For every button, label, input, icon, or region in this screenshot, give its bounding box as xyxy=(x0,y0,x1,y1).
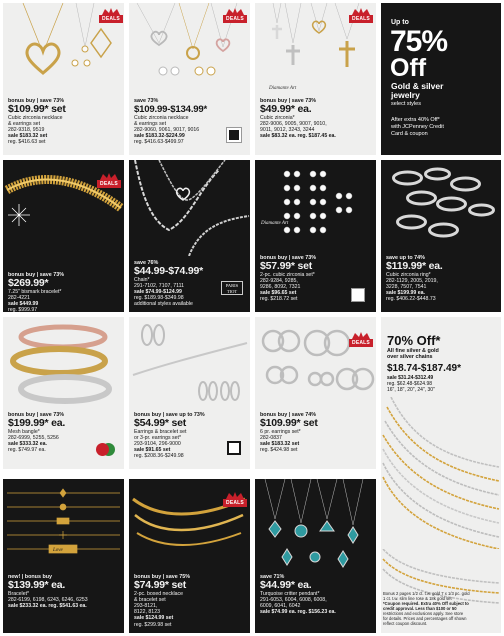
price: $44.99* ea. xyxy=(260,579,312,592)
price: $109.99* set xyxy=(260,417,318,430)
tile-mesh-bangle[interactable] xyxy=(3,317,124,469)
tile-text-line: 282-4221 xyxy=(8,295,30,302)
promo-75-off[interactable] xyxy=(381,3,501,155)
tile-cz-necklace-earrings[interactable] xyxy=(3,3,124,155)
brand-logo: Diamante Art xyxy=(261,221,289,226)
tile-text-line: Bracelet* xyxy=(8,591,30,598)
deals-badge: DEALS xyxy=(349,7,373,24)
product-photo-stud-earrings xyxy=(255,160,376,256)
tile-text-line: reg. $208.36-$249.98 xyxy=(134,453,184,460)
tile-text-line: bonus buy | save 73% xyxy=(260,255,317,261)
tile-text-line: bonus buy | save 73% xyxy=(260,98,317,104)
tile-text-line: save 76% xyxy=(134,260,159,266)
tile-turquoise-pendant[interactable] xyxy=(255,479,376,633)
tile-text-line: sale $449.99 xyxy=(8,301,39,308)
tile-text-line: sale $124.99 set xyxy=(134,615,174,622)
sparkle-icon xyxy=(8,204,30,226)
tile-text xyxy=(8,272,122,312)
price: $54.99* set xyxy=(134,417,187,430)
tile-text-line: 282-9284, 9285, xyxy=(260,278,298,285)
tile-earrings-bracelet-set[interactable] xyxy=(129,317,250,469)
brand-logo: Diamante Art xyxy=(269,86,297,91)
chains-promo-line-2: over silver chains xyxy=(387,354,433,360)
tile-text-line: 6009, 6041, 6042 xyxy=(260,603,301,610)
tile-text xyxy=(260,255,374,303)
tile-text xyxy=(260,412,374,453)
tile-text xyxy=(8,98,122,146)
price: $74.99* set xyxy=(134,579,187,592)
tile-text-line: sale $183.32 set xyxy=(8,133,48,140)
tile-text-line: Earrings & bracelet set xyxy=(134,429,187,436)
tile-text-line: sale $199.99 ea. xyxy=(386,290,425,297)
tile-text-line: bonus buy | save 75% xyxy=(134,574,191,580)
tile-text-line: 6 pr. earrings set* xyxy=(260,429,301,436)
tile-text-line: sale $183.32 set xyxy=(260,441,300,448)
ad-grid xyxy=(3,3,501,633)
tile-text xyxy=(8,574,122,609)
tile-text xyxy=(134,574,248,628)
tile-text-line: 2-pc. cubic zirconia set* xyxy=(260,272,315,279)
tile-text-line: 2-pc. boxed necklace xyxy=(134,591,184,598)
tile-text-line: sale $183.32-$224.99 xyxy=(134,133,185,140)
chains-promo-headline: 70% Off* xyxy=(387,333,441,348)
tile-text-line: 282-6999, 5255, 5256 xyxy=(8,435,59,442)
tile-text-line: 7.25" bismark bracelet* xyxy=(8,289,62,296)
price: $139.99* ea. xyxy=(8,579,66,592)
fine-print-line-3: *Coupon required. Extra 40% Off subject to xyxy=(383,601,469,606)
tile-text-line: reg. $416.63 set xyxy=(8,139,46,146)
promo-off: Off xyxy=(390,54,427,82)
tile-text-line: & earrings set xyxy=(134,121,167,128)
chains-promo-price: $18.74-$187.49* xyxy=(387,363,461,374)
promo-lead: Up to xyxy=(391,19,409,26)
tile-text-line: & bracelet set xyxy=(134,597,166,604)
product-photo-bangles xyxy=(3,317,124,413)
fine-print-line-2: 1 ct. t.w. slim line rose & 18k gold set xyxy=(383,596,452,601)
brand-logo: PARIS TIOT xyxy=(221,281,243,295)
deals-badge: DEALS xyxy=(349,331,373,348)
tile-text-line: save 73% xyxy=(134,98,159,104)
fine-print-line-4: credit approval. Less than $100 or 50 xyxy=(383,606,457,611)
tile-text-line: reg. $218.72 set xyxy=(260,296,298,303)
price: $57.99* set xyxy=(260,260,313,273)
tile-text-line: reg. $416.63-$499.97 xyxy=(134,139,184,146)
tile-text-line: 282-9318, 9519 xyxy=(8,127,45,134)
product-photo-charm-bracelets xyxy=(3,479,124,575)
tile-text-line: reg. $749.97 ea. xyxy=(8,447,46,454)
tile-bracelet-new[interactable] xyxy=(3,479,124,633)
fine-print-line-7: reflect coupon discount. xyxy=(383,621,428,626)
tile-text-line: 291-6053, 6004, 6008, 6008, xyxy=(260,597,327,604)
promo-sub-1: Gold & silver xyxy=(391,81,444,91)
tile-text xyxy=(260,574,374,615)
promo-sub-3: select styles xyxy=(391,101,421,107)
tile-text-line: bonus buy | save 73% xyxy=(8,272,65,278)
tile-text-line: 282-0837 xyxy=(260,435,282,442)
price: $199.99* ea. xyxy=(8,417,66,430)
chains-promo-reg: reg. $62.48-$624.98 xyxy=(387,381,433,387)
price: $49.99* ea. xyxy=(260,103,312,116)
tile-text-line: 282-9060, 9061, 9017, 9016 xyxy=(134,127,200,134)
tile-cz-earring-set[interactable] xyxy=(255,160,376,312)
tile-boxed-necklace-set[interactable] xyxy=(129,479,250,633)
tile-text xyxy=(260,98,374,139)
tile-text-line: bonus buy | save 73% xyxy=(8,412,65,418)
promo-fine-2: with JCPenney Credit xyxy=(391,124,444,130)
product-photo-silver-chains xyxy=(129,160,250,256)
tile-text-line: sale $233.32 ea. reg. $541.63 ea. xyxy=(8,603,87,610)
tile-text-line: reg. $406.22-$448.73 xyxy=(386,296,436,303)
tile-text-line: save 71% xyxy=(260,574,285,580)
tile-text-line: 282-9006, 9005, 9007, 9010, xyxy=(260,121,327,128)
fine-print-line-1: Bonus 2 pages 1/2 ct. t.w. gold 7 x 1/3 pc. gold xyxy=(383,591,470,596)
product-photo-hoops xyxy=(129,317,250,413)
tile-text-line: bonus buy | save up to 73% xyxy=(134,412,205,418)
tile-text-line: sale $96.65 set xyxy=(260,290,297,297)
price: $44.99-$74.99* xyxy=(134,265,204,278)
tile-text-line: 282-1129, 2005, 2019, xyxy=(386,278,438,285)
tile-text-line: 3228, 7507, 7541 xyxy=(386,284,427,291)
price: $109.99-$134.99* xyxy=(134,104,208,116)
chains-promo-sale: sale $31.24-$312.49 xyxy=(387,375,434,381)
tile-text xyxy=(386,255,500,303)
promo-fine-1: After extra 40% Off* xyxy=(391,117,440,123)
promo-chains-70-off[interactable] xyxy=(381,317,501,633)
gift-box-icon xyxy=(227,441,241,455)
tile-text-line: Mesh bangle* xyxy=(8,429,40,436)
tile-text-line: 291-7102, 7107, 7111 xyxy=(134,283,184,290)
chains-promo-line-1: All fine silver & gold xyxy=(387,348,439,354)
tile-text-line: 9011, 9012, 3243, 3244 xyxy=(260,127,315,134)
price: $269.99* xyxy=(8,277,49,290)
tile-text-line: additional styles available xyxy=(134,301,193,308)
tile-bismark-bracelet[interactable] xyxy=(3,160,124,312)
tile-text-line: sale $74.99 ea. reg. $156.23 ea. xyxy=(260,609,336,616)
tile-text-line: 8122, 8123 xyxy=(134,609,160,616)
tile-cz-pendants[interactable] xyxy=(255,3,376,155)
deals-badge: DEALS xyxy=(99,7,123,24)
tile-text-line: Cubic zirconia* xyxy=(260,115,295,122)
deals-badge: DEALS xyxy=(97,172,121,189)
tile-text-line: Cubic zirconia necklace xyxy=(8,115,63,122)
tile-text-line: 9286, 8092, 7321 xyxy=(260,284,301,291)
tile-text-line: reg. $424.98 set xyxy=(260,447,298,454)
tile-text-line: reg. $999.97 xyxy=(8,307,38,312)
chains-promo-lengths: 16", 18", 20", 24", 30" xyxy=(387,387,435,393)
tile-earrings-6pr[interactable] xyxy=(255,317,376,469)
tile-text-line: sale $83.32 ea. reg. $187.45 ea. xyxy=(260,133,336,140)
promo-percent: 75% xyxy=(390,25,448,58)
tile-text-line: save up to 74% xyxy=(386,255,425,261)
product-photo-rings xyxy=(381,160,501,256)
fine-print xyxy=(383,591,499,626)
svg-text:Love: Love xyxy=(53,548,63,553)
deals-badge: DEALS xyxy=(223,7,247,24)
tile-text-line: Chain* xyxy=(134,277,150,284)
fine-print-line-6: for details. Prices and percentages off shown xyxy=(383,616,467,621)
tile-text-line: new! | bonus buy xyxy=(8,574,53,580)
tile-cz-necklace-set[interactable] xyxy=(129,3,250,155)
tile-text-line: 293-8121, xyxy=(134,603,158,610)
tile-text-line: or 3-pr. earrings set* xyxy=(134,435,181,442)
tile-text-line: Cubic zirconia necklace xyxy=(134,115,189,122)
price: $109.99* set xyxy=(8,103,66,116)
product-photo-chains-stack xyxy=(381,397,501,549)
tile-text-line: reg. $189.98-$349.98 xyxy=(134,295,184,302)
product-photo-turquoise-pendants xyxy=(255,479,376,575)
tile-cz-ring[interactable] xyxy=(381,160,501,312)
tile-text-line: sale $74.99-$124.99 xyxy=(134,289,182,296)
tile-text-line: sale $333.32 ea. xyxy=(8,441,47,448)
reward-badge-icon xyxy=(96,443,109,456)
tile-text-line: Cubic zirconia ring* xyxy=(386,272,431,279)
fine-print-line-5: restrictions and exclusions apply. See store xyxy=(383,611,464,616)
tile-chain[interactable] xyxy=(129,160,250,312)
tile-text-line: & earrings set xyxy=(8,121,41,128)
tile-text-line: bonus buy | save 74% xyxy=(260,412,317,418)
tile-text xyxy=(134,98,248,146)
tile-text-line: 282-6199, 6198, 6243, 6246, 6253 xyxy=(8,597,88,604)
promo-fine-3: Card & coupon xyxy=(391,131,428,137)
tile-text-line: reg. $299.98 set xyxy=(134,621,172,628)
tile-text-line: sale $91.65 set xyxy=(134,447,171,454)
tile-text-line: Turquoise critter pendant* xyxy=(260,591,320,598)
deals-badge: DEALS xyxy=(223,491,247,508)
promo-sub-2: jewelry xyxy=(391,90,420,100)
tile-text-line: 293-9104, 296-9000 xyxy=(134,441,181,448)
tile-text-line: bonus buy | save 73% xyxy=(8,98,65,104)
price: $119.99* ea. xyxy=(386,260,443,273)
